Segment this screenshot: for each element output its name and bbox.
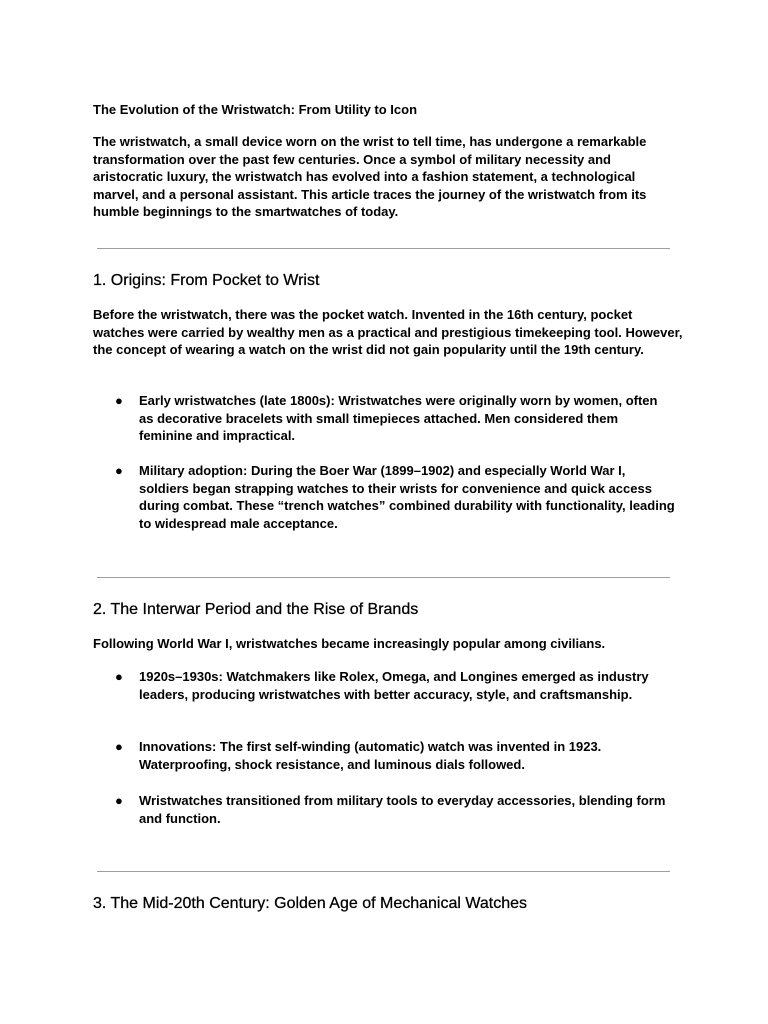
section-heading-origins: 1. Origins: From Pocket to Wrist — [93, 272, 320, 289]
bullet-text: 1920s–1930s: Watchmakers like Rolex, Omega, and Longines emerged as industry leaders, producing wristwatches with better accuracy, style, and craftsmanship. — [139, 669, 649, 702]
section-paragraph-origins: Before the wristwatch, there was the pocket watch. Invented in the 16th century, pocket watches were carried by wealthy men as a practical and prestigious timekeeping tool. However, the concept of wearing a watch on the wrist did not gain popularity until the 19th century. — [93, 307, 683, 358]
document-title: The Evolution of the Wristwatch: From Utility to Icon — [93, 102, 418, 117]
bullet-text: Wristwatches transitioned from military tools to everyday accessories, blending form and function. — [139, 793, 666, 826]
bullet-text: Military adoption: During the Boer War (1899–1902) and especially World War I, soldiers began strapping watches to their wrists for convenience and quick access during combat. These “trench watches” combined durability with functionality, leading to widespread male acceptance. — [139, 463, 675, 531]
bullet-text: Early wristwatches (late 1800s): Wristwatches were originally worn by women, often as decorative bracelets with small timepieces attached. Men considered them feminine and impractical. — [139, 393, 658, 444]
bullet-icon: ● — [115, 669, 123, 684]
bullet-icon: ● — [115, 393, 123, 408]
bullet-icon: ● — [115, 739, 123, 754]
bullet-text: Innovations: The first self-winding (automatic) watch was invented in 1923. Waterproofing, shock resistance, and luminous dials followed. — [139, 739, 602, 772]
bullet-icon: ● — [115, 793, 123, 808]
bullet-item — [115, 392, 675, 445]
bullet-item — [115, 738, 675, 773]
bullet-item — [115, 668, 675, 703]
section-divider — [97, 248, 670, 249]
bullet-item — [115, 792, 675, 827]
bullet-item — [115, 462, 675, 532]
bullet-icon: ● — [115, 463, 123, 478]
section-heading-mid-century: 3. The Mid-20th Century: Golden Age of Mechanical Watches — [93, 895, 528, 912]
section-divider — [97, 577, 670, 578]
intro-paragraph: The wristwatch, a small device worn on the wrist to tell time, has undergone a remarkable transformation over the past few centuries. Once a symbol of military necessity and aristocratic luxury, the wristwatch has evolved into a fashion statement, a technological marvel, and a personal assistant. This article traces the journey of the wristwatch from its humble beginnings to the smartwatches of today. — [93, 134, 647, 220]
section-divider — [97, 871, 670, 872]
section-heading-interwar: 2. The Interwar Period and the Rise of Brands — [93, 601, 419, 618]
section-paragraph-interwar: Following World War I, wristwatches became increasingly popular among civilians. — [93, 636, 606, 651]
